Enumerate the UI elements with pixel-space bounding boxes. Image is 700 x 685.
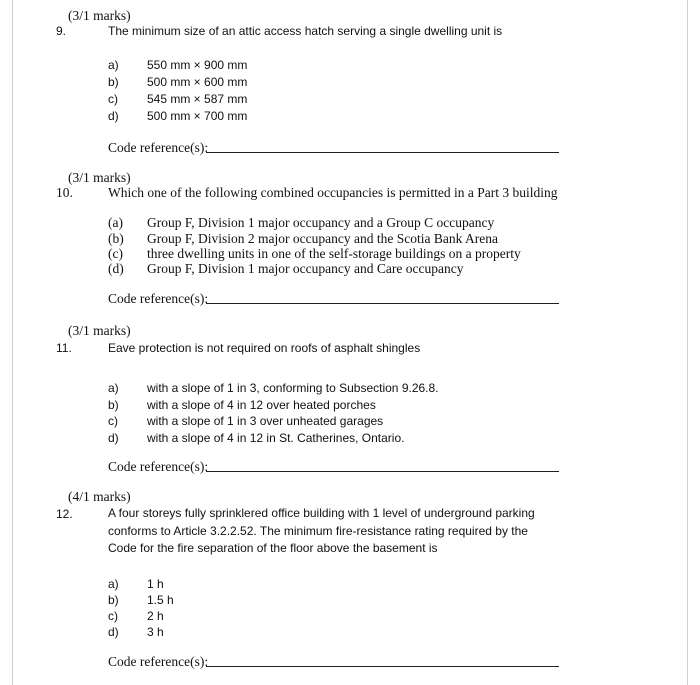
option-text: three dwelling units in one of the self-storage buildings on a property [147,246,521,261]
question-marks: (3/1 marks) [68,8,131,23]
question-number: 9. [56,24,67,38]
option-label: a) [108,381,119,395]
option-text: 500 mm × 600 mm [147,75,248,89]
option-label: d) [108,431,119,445]
code-reference-answer-line[interactable] [206,666,559,667]
option-label: b) [108,398,119,412]
option-text: 2 h [147,609,164,623]
code-reference-label: Code reference(s): [108,291,209,306]
option-label: d) [108,625,119,639]
question-number: 10. [56,185,73,200]
option-label: b) [108,75,119,89]
option-label: (c) [108,246,123,261]
option-label: c) [108,92,118,106]
code-reference-label: Code reference(s): [108,654,209,669]
option-text: Group F, Division 1 major occupancy and Care occupancy [147,261,464,276]
code-reference-answer-line[interactable] [206,471,559,472]
option-text: 1.5 h [147,593,174,607]
option-text: Group F, Division 1 major occupancy and a Group C occupancy [147,215,495,230]
code-reference-label: Code reference(s): [108,140,209,155]
option-text: with a slope of 4 in 12 in St. Catherines, Ontario. [147,431,405,445]
question-marks: (3/1 marks) [68,323,131,338]
option-text: Group F, Division 2 major occupancy and the Scotia Bank Arena [147,231,498,246]
page-left-border [12,0,13,685]
option-label: d) [108,109,119,123]
option-text: 500 mm × 700 mm [147,109,248,123]
question-text: The minimum size of an attic access hatch serving a single dwelling unit is [108,24,503,38]
page-right-border [687,0,688,685]
option-label: (d) [108,261,124,276]
option-text: with a slope of 4 in 12 over heated porches [147,398,376,412]
question-text: Which one of the following combined occupancies is permitted in a Part 3 building [108,185,558,200]
option-text: 1 h [147,577,164,591]
question-text: Eave protection is not required on roofs of asphalt shingles [108,341,421,355]
option-text: with a slope of 1 in 3, conforming to Subsection 9.26.8. [147,381,439,395]
option-label: (b) [108,231,124,246]
code-reference-label: Code reference(s): [108,459,209,474]
option-label: a) [108,577,119,591]
question-number: 12. [56,507,73,521]
option-label: (a) [108,215,123,230]
question-marks: (4/1 marks) [68,489,131,504]
question-text: A four storeys fully sprinklered office building with 1 level of underground parking conforms to Article 3.2.2.52. The minimum fire-resistance rating required by the Code for the fire separation of the floor above the basement is [108,506,535,555]
option-label: b) [108,593,119,607]
code-reference-answer-line[interactable] [206,303,559,304]
option-label: c) [108,414,118,428]
option-text: 3 h [147,625,164,639]
option-label: c) [108,609,118,623]
question-marks: (3/1 marks) [68,170,131,185]
option-text: with a slope of 1 in 3 over unheated garages [147,414,384,428]
option-text: 550 mm × 900 mm [147,58,248,72]
option-label: a) [108,58,119,72]
option-text: 545 mm × 587 mm [147,92,248,106]
question-number: 11. [56,341,72,355]
code-reference-answer-line[interactable] [206,152,559,153]
